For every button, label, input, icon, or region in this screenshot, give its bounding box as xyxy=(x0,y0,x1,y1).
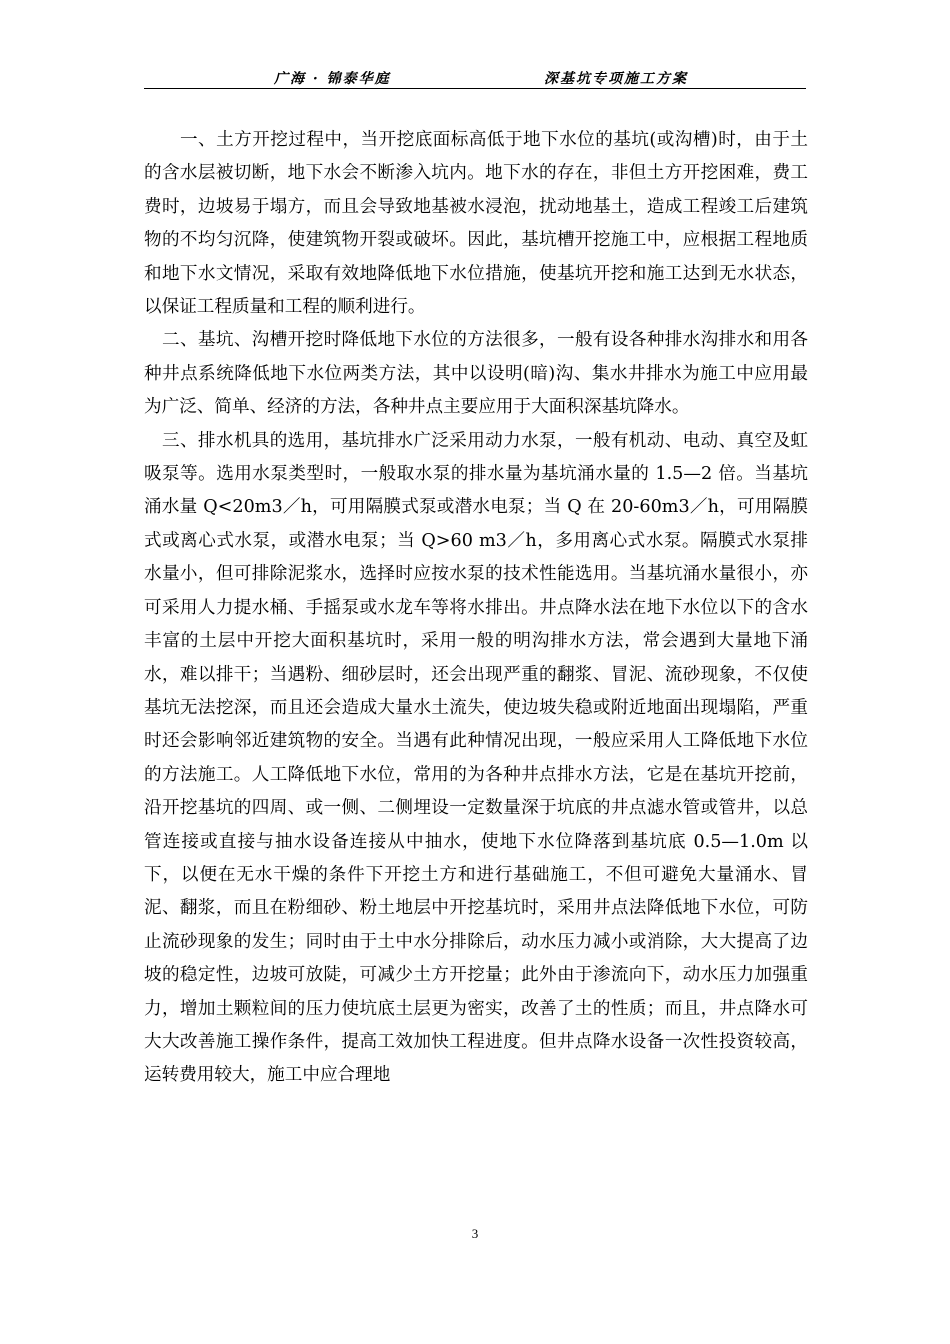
header-document-title: 深基坑专项施工方案 xyxy=(544,71,688,87)
body-text xyxy=(144,124,808,1093)
paragraph-3: 三、排水机具的选用，基坑排水广泛采用动力水泵，一般有机动、电动、真空及虹吸泵等。选用水泵类型时，一般取水泵的排水量为基坑涌水量的 1.5—2 倍。当基坑涌水量 Q<20m3／h，可用隔膜式泵或潜水电泵；当 Q 在 20-60m3／h，可用隔膜式或离心式水泵，或潜水电泵；当 Q>60 m3／h，多用离心式水泵。隔膜式水泵排水量小，但可排除泥浆水，选择时应按水泵的技术性能选用。当基坑涌水量很小，亦可采用人力提水桶、手摇泵或水龙车等将水排出。井点降水法在地下水位以下的含水丰富的土层中开挖大面积基坑时，采用一般的明沟排水方法，常会遇到大量地下涌水，难以排干；当遇粉、细砂层时，还会出现严重的翻浆、冒泥、流砂现象，不仅使基坑无法挖深，而且还会造成大量水土流失，使边坡失稳或附近地面出现塌陷，严重时还会影响邻近建筑物的安全。当遇有此种情况出现，一般应采用人工降低地下水位的方法施工。人工降低地下水位，常用的为各种井点排水方法，它是在基坑开挖前，沿开挖基坑的四周、或一侧、二侧埋设一定数量深于坑底的井点滤水管或管井，以总管连接或直接与抽水设备连接从中抽水，使地下水位降落到基坑底 0.5—1.0m 以下，以便在无水干燥的条件下开挖土方和进行基础施工，不但可避免大量涌水、冒泥、翻浆，而且在粉细砂、粉土地层中开挖基坑时，采用井点法降低地下水位，可防止流砂现象的发生；同时由于土中水分排除后，动水压力减小或消除，大大提高了边坡的稳定性，边坡可放陡，可减少土方开挖量；此外由于渗流向下，动水压力加强重力，增加土颗粒间的压力使坑底土层更为密实，改善了土的性质；而且，井点降水可大大改善施工操作条件，提高工效加快工程进度。但井点降水设备一次性投资较高，运转费用较大，施工中应合理地 xyxy=(144,430,808,1086)
page-header xyxy=(144,64,806,89)
paragraph-1: 一、土方开挖过程中，当开挖底面标高低于地下水位的基坑(或沟槽)时，由于土的含水层被切断，地下水会不断渗入坑内。地下水的存在，非但土方开挖困难，费工费时，边坡易于塌方，而且会导致地基被水浸泡，扰动地基土，造成工程竣工后建筑物的不均匀沉降，使建筑物开裂或破坏。因此，基坑槽开挖施工中，应根据工程地质和地下水文情况，采取有效地降低地下水位措施，使基坑开挖和施工达到无水状态，以保证工程质量和工程的顺利进行。 xyxy=(144,130,808,318)
header-project-name: 广海 · 锦泰华庭 xyxy=(274,71,391,87)
paragraph-2: 二、基坑、沟槽开挖时降低地下水位的方法很多，一般有设各种排水沟排水和用各种井点系统降低地下水位两类方法，其中以设明(暗)沟、集水井排水为施工中应用最为广泛、简单、经济的方法，各种井点主要应用于大面积深基坑降水。 xyxy=(144,330,808,418)
page-number: 3 xyxy=(471,1226,479,1241)
